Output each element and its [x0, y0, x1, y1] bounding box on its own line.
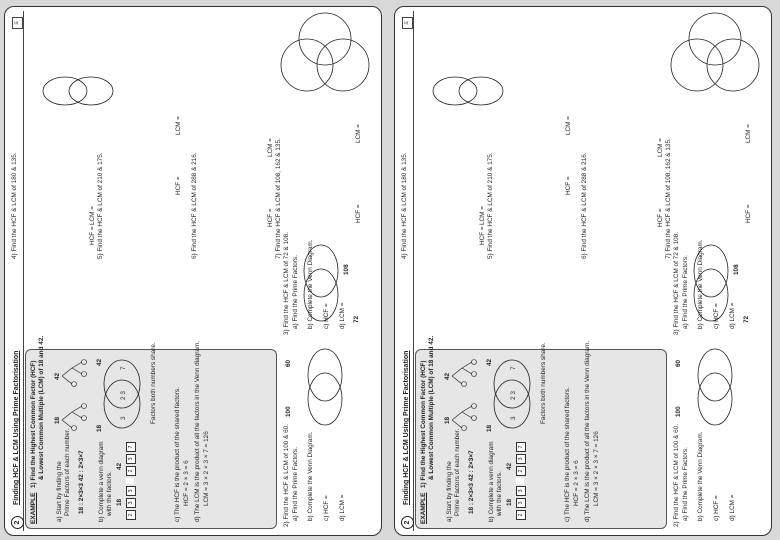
q2-num2: 60	[675, 359, 682, 367]
factor-box: 3	[516, 498, 526, 508]
q3-venn-diagram	[691, 239, 731, 325]
q4-lcm: LCM =	[89, 205, 96, 225]
worksheet-title: Finding HCF & LCM Using Prime Factorisation	[403, 350, 410, 505]
q5-line: 5) Find the HCF & LCM of 210 & 175.	[487, 152, 494, 259]
venn-right-only: 7	[510, 366, 517, 370]
q2-b: b) Complete the Venn Diagram.	[697, 431, 704, 521]
q3-c: c) HCF =	[323, 303, 330, 329]
q2-d: d) LCM =	[339, 494, 346, 521]
factor-box: 3	[126, 498, 136, 508]
q3-a: a) Find the Prime Factors.	[292, 255, 299, 329]
worksheet-content	[395, 7, 771, 535]
q4-venn-diagram	[435, 71, 505, 111]
q6-lcm: LCM =	[657, 137, 664, 157]
q3-venn-diagram	[301, 239, 341, 325]
example-question-line1: 1) Find the Highest Common Factor (HCF)	[420, 360, 427, 488]
q2-num1: 100	[285, 406, 292, 417]
factor-box: 3	[126, 486, 136, 496]
step-b-line1: b) Complete a venn diagram	[98, 441, 105, 522]
venn-shared: 2 3	[120, 391, 127, 400]
factor-tree-18-top: 18	[54, 416, 61, 424]
factor-box: 3	[126, 454, 136, 464]
lcm-working: LCM = 3 × 2 × 3 × 7 = 126	[593, 431, 600, 506]
factor-box: 7	[126, 442, 136, 452]
example-question-line2: & Lowest Common Multiple (LCM) of 18 and 42.	[38, 335, 45, 480]
example-box	[415, 335, 667, 529]
q3-num2: 108	[343, 264, 350, 275]
q5-hcf: HCF =	[565, 176, 572, 195]
q4-venn-diagram	[45, 71, 115, 111]
example-question-line2: & Lowest Common Multiple (LCM) of 18 and 42.	[428, 335, 435, 480]
venn-left-only: 3	[120, 416, 127, 420]
q7-venn-diagram	[667, 11, 763, 95]
q2-venn-diagram	[305, 343, 345, 429]
factor-boxes	[126, 442, 136, 520]
step-b-line1: b) Complete a venn diagram	[488, 441, 495, 522]
q2-venn-diagram	[695, 343, 735, 429]
hcf-working: HCF = 2 × 3 = 6	[573, 460, 580, 506]
step-d: d) The LCM is the product of all the factors in the Venn diagram.	[584, 340, 591, 522]
q4-hcf: HCF =	[89, 226, 96, 245]
box-18-label: 18	[506, 498, 513, 506]
factor-box: 3	[516, 454, 526, 464]
q2-num1: 100	[675, 406, 682, 417]
q2-d: d) LCM =	[729, 494, 736, 521]
q7-hcf: HCF =	[745, 204, 752, 223]
q3-line: 3) Find the HCF & LCM of 72 & 108.	[673, 231, 680, 335]
q7-lcm: LCM =	[355, 123, 362, 143]
venn-right-only: 7	[120, 366, 127, 370]
step-d: d) The LCM is the product of all the factors in the Venn diagram.	[194, 340, 201, 522]
q6-line: 6) Find the HCF & LCM of 288 & 216.	[581, 152, 588, 259]
factor-tree-18-top: 18	[444, 416, 451, 424]
q3-b: b) Complete the Venn Diagram.	[307, 239, 314, 329]
q4-line: 4) Find the HCF & LCM of 180 & 135.	[401, 152, 408, 259]
worksheet-content	[5, 7, 381, 535]
q5-line: 5) Find the HCF & LCM of 210 & 175.	[97, 152, 104, 259]
venn-label-42: 42	[96, 358, 103, 366]
factor-box: 7	[516, 442, 526, 452]
step-a-line2: Prime Factors of each number.	[64, 428, 71, 516]
q6-hcf: HCF =	[657, 208, 664, 227]
example-box	[25, 335, 277, 529]
q3-num2: 108	[733, 264, 740, 275]
factor-box: 2	[126, 466, 136, 476]
venn-caption: Factors both numbers share.	[150, 342, 157, 424]
venn-label-18: 18	[486, 424, 493, 432]
step-b-line2: with the factors.	[106, 471, 113, 516]
venn-label-42: 42	[486, 358, 493, 366]
q5-lcm: LCM =	[565, 115, 572, 135]
q3-c: c) HCF =	[713, 303, 720, 329]
q4-hcf: HCF =	[479, 226, 486, 245]
factor-tree-42-top: 42	[54, 372, 61, 380]
step-a-line1: a) Start by finding the	[446, 461, 453, 522]
menu-icon[interactable]: ≡	[12, 17, 23, 29]
page-number: 2	[401, 516, 414, 529]
menu-icon[interactable]: ≡	[402, 17, 413, 29]
q2-a: a) Find the Prime Factors.	[682, 447, 689, 521]
hcf-working: HCF = 2 × 3 = 6	[183, 460, 190, 506]
q6-hcf: HCF =	[267, 208, 274, 227]
venn-caption: Factors both numbers share.	[540, 342, 547, 424]
q3-a: a) Find the Prime Factors.	[682, 255, 689, 329]
q6-line: 6) Find the HCF & LCM of 288 & 216.	[191, 152, 198, 259]
q7-line: 7) Find the HCF & LCM of 108, 162 & 135.	[665, 138, 672, 259]
q2-a: a) Find the Prime Factors.	[292, 447, 299, 521]
factor-box: 2	[516, 510, 526, 520]
factor-trees	[450, 356, 480, 436]
box-42-label: 42	[116, 462, 123, 470]
step-c: c) The HCF is the product of the shared factors.	[174, 387, 181, 522]
example-factorisation: 18 : 2×3×3 42 : 2×3×7	[78, 450, 85, 514]
q4-line: 4) Find the HCF & LCM of 180 & 135.	[11, 152, 18, 259]
q2-line: 2) Find the HCF & LCM of 100 & 60.	[673, 423, 680, 527]
example-question-line1: 1) Find the Highest Common Factor (HCF)	[30, 360, 37, 488]
q2-b: b) Complete the Venn Diagram.	[307, 431, 314, 521]
q3-d: d) LCM =	[729, 302, 736, 329]
factor-box: 2	[516, 466, 526, 476]
lcm-working: LCM = 3 × 2 × 3 × 7 = 126	[203, 431, 210, 506]
example-factorisation: 18 : 2×3×3 42 : 2×3×7	[468, 450, 475, 514]
factor-box: 2	[126, 510, 136, 520]
q5-lcm: LCM =	[175, 115, 182, 135]
q4-lcm: LCM =	[479, 205, 486, 225]
worksheet-page-left	[4, 6, 382, 536]
box-18-label: 18	[116, 498, 123, 506]
q2-line: 2) Find the HCF & LCM of 100 & 60.	[283, 423, 290, 527]
example-tag: EXAMPLE	[420, 492, 427, 524]
q3-d: d) LCM =	[339, 302, 346, 329]
factor-tree-42-top: 42	[444, 372, 451, 380]
factor-trees	[60, 356, 90, 436]
factor-boxes	[516, 442, 526, 520]
step-b-line2: with the factors.	[496, 471, 503, 516]
q3-line: 3) Find the HCF & LCM of 72 & 108.	[283, 231, 290, 335]
q2-c: c) HCF =	[323, 495, 330, 521]
worksheet-title: Finding HCF & LCM Using Prime Factorisation	[13, 350, 20, 505]
q3-b: b) Complete the Venn Diagram.	[697, 239, 704, 329]
box-42-label: 42	[506, 462, 513, 470]
step-a-line1: a) Start by finding the	[56, 461, 63, 522]
factor-box: 3	[516, 486, 526, 496]
q2-c: c) HCF =	[713, 495, 720, 521]
worksheet-page-right	[394, 6, 772, 536]
worksheet-header	[399, 11, 414, 531]
q7-hcf: HCF =	[355, 204, 362, 223]
q6-lcm: LCM =	[267, 137, 274, 157]
page-number: 2	[11, 516, 24, 529]
venn-label-18: 18	[96, 424, 103, 432]
q7-venn-diagram	[277, 11, 373, 95]
q7-line: 7) Find the HCF & LCM of 108, 162 & 135.	[275, 138, 282, 259]
step-a-line2: Prime Factors of each number.	[454, 428, 461, 516]
q2-num2: 60	[285, 359, 292, 367]
venn-shared: 2 3	[510, 391, 517, 400]
example-tag: EXAMPLE	[30, 492, 37, 524]
worksheet-header	[9, 11, 24, 531]
q5-hcf: HCF =	[175, 176, 182, 195]
q3-num1: 72	[353, 315, 360, 323]
venn-left-only: 3	[510, 416, 517, 420]
q7-lcm: LCM =	[745, 123, 752, 143]
step-c: c) The HCF is the product of the shared factors.	[564, 387, 571, 522]
q3-num1: 72	[743, 315, 750, 323]
